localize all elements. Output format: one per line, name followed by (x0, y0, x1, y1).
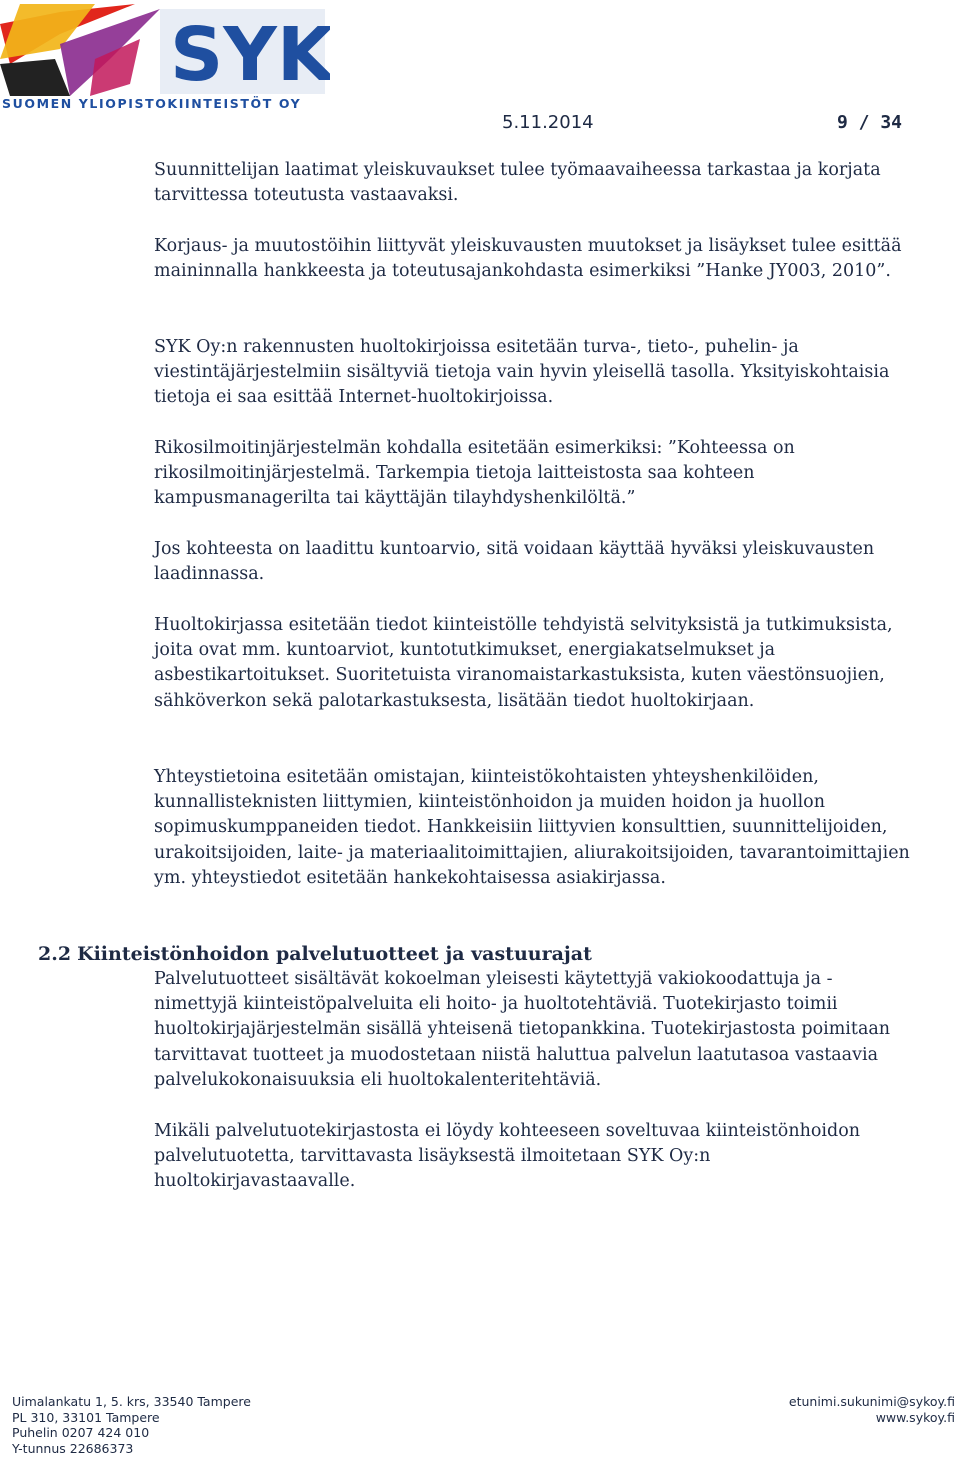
paragraph-5: Jos kohteesta on laadittu kuntoarvio, sitä voidaan käyttää hyväksi yleiskuvausten laadinnassa. (154, 539, 875, 585)
section-paragraph-2: Mikäli palvelutuotekirjastosta ei löydy kohteeseen soveltuvaa kiinteistönhoidon palvelutuotetta, tarvittavasta lisäyksestä ilmoitetaan SYK Oy:n huoltokirjavastaavalle. (154, 1121, 860, 1192)
paragraph-6: Huoltokirjassa esitetään tiedot kiinteistölle tehdyistä selvityksistä ja tutkimuksista, joita ovat mm. kuntoarviot, kuntotutkimukset, energiakatselmukset ja asbestikartoitukset. Suoritetuista viranomaistarkastuksista, kuten väestönsuojien, sähköverkon sekä palotarkastuksesta, lisätään tiedot huoltokirjaan. (154, 615, 893, 711)
footer-phone: Puhelin 0207 424 010 (12, 1425, 150, 1440)
logo-subtitle: SUOMEN YLIOPISTOKIINTEISTÖT OY (2, 96, 302, 111)
section-title: Kiinteistönhoidon palvelutuotteet ja vastuurajat (77, 943, 592, 965)
section-heading (38, 943, 592, 965)
paragraph-2: Korjaus- ja muutostöihin liittyvät yleiskuvausten muutokset ja lisäykset tulee esittää maininnalla hankkeesta ja toteutusajankohdasta esimerkiksi ”Hanke JY003, 2010”. (154, 236, 902, 282)
paragraph-4: Rikosilmoitinjärjestelmän kohdalla esitetään esimerkiksi: ”Kohteessa on rikosilmoitinjärjestelmä. Tarkempia tietoja laitteistosta saa kohteen kampusmanagerilta tai käyttäjän tilayhdyshenkilöltä.” (154, 438, 795, 509)
logo-mark: SYK (170, 12, 330, 98)
footer-po-box: PL 310, 33101 Tampere (12, 1409, 160, 1425)
section-number: 2.2 (38, 943, 72, 965)
page-number: 9 / 34 (836, 112, 902, 133)
paragraph-1: Suunnittelijan laatimat yleiskuvaukset tulee työmaavaiheessa tarkastaa ja korjata tarvittessa toteutusta vastaavaksi. (154, 160, 881, 206)
logo-graphic (0, 4, 330, 104)
footer-contact-right (789, 1394, 955, 1425)
header-date: 5.11.2014 (502, 112, 594, 133)
footer-contact-left (12, 1394, 251, 1456)
footer-address: Uimalankatu 1, 5. krs, 33540 Tampere (12, 1394, 251, 1409)
paragraph-3: SYK Oy:n rakennusten huoltokirjoissa esitetään turva-, tieto-, puhelin- ja viestintäjärjestelmiin sisältyviä tietoja vain hyvin yleisellä tasolla. Yksityiskohtaisia tietoja ei saa esittää Internet-huoltokirjoissa. (154, 337, 890, 408)
footer-email[interactable]: etunimi.sukunimi@sykoy.fi (788, 1394, 955, 1409)
footer-business-id: Y-tunnus 22686373 (12, 1440, 134, 1456)
section-paragraph-1: Palvelutuotteet sisältävät kokoelman yleisesti käytettyjä vakiokoodattuja ja -nimettyjä kiinteistöpalveluita eli hoito- ja huoltotehtäviä. Tuotekirjasto toimii huoltokirjajärjestelmän sisällä yhteisenä tietopankkina. Tuotekirjastosta poimitaan tarvittavat tuotteet ja muodostetaan niistä haluttua palvelun laatutasoa vastaavia palvelukokonaisuuksia eli huoltokalenteritehtäviä. (154, 969, 891, 1090)
footer-website[interactable]: www.sykoy.fi (875, 1409, 955, 1425)
paragraph-7: Yhteystietoina esitetään omistajan, kiinteistökohtaisten yhteyshenkilöiden, kunnallisteknisten liittymien, kiinteistönhoidon ja muiden hoidon ja huollon sopimuskumppaneiden tiedot. Hankkeisiin liittyvien konsulttien, suunnittelijoiden, urakoitsijoiden, laite- ja materiaalitoimittajien, aliurakoitsijoiden, tavarantoimittajien ym. yhteystiedot esitetään hankekohtaisessa asiakirjassa. (154, 767, 910, 888)
